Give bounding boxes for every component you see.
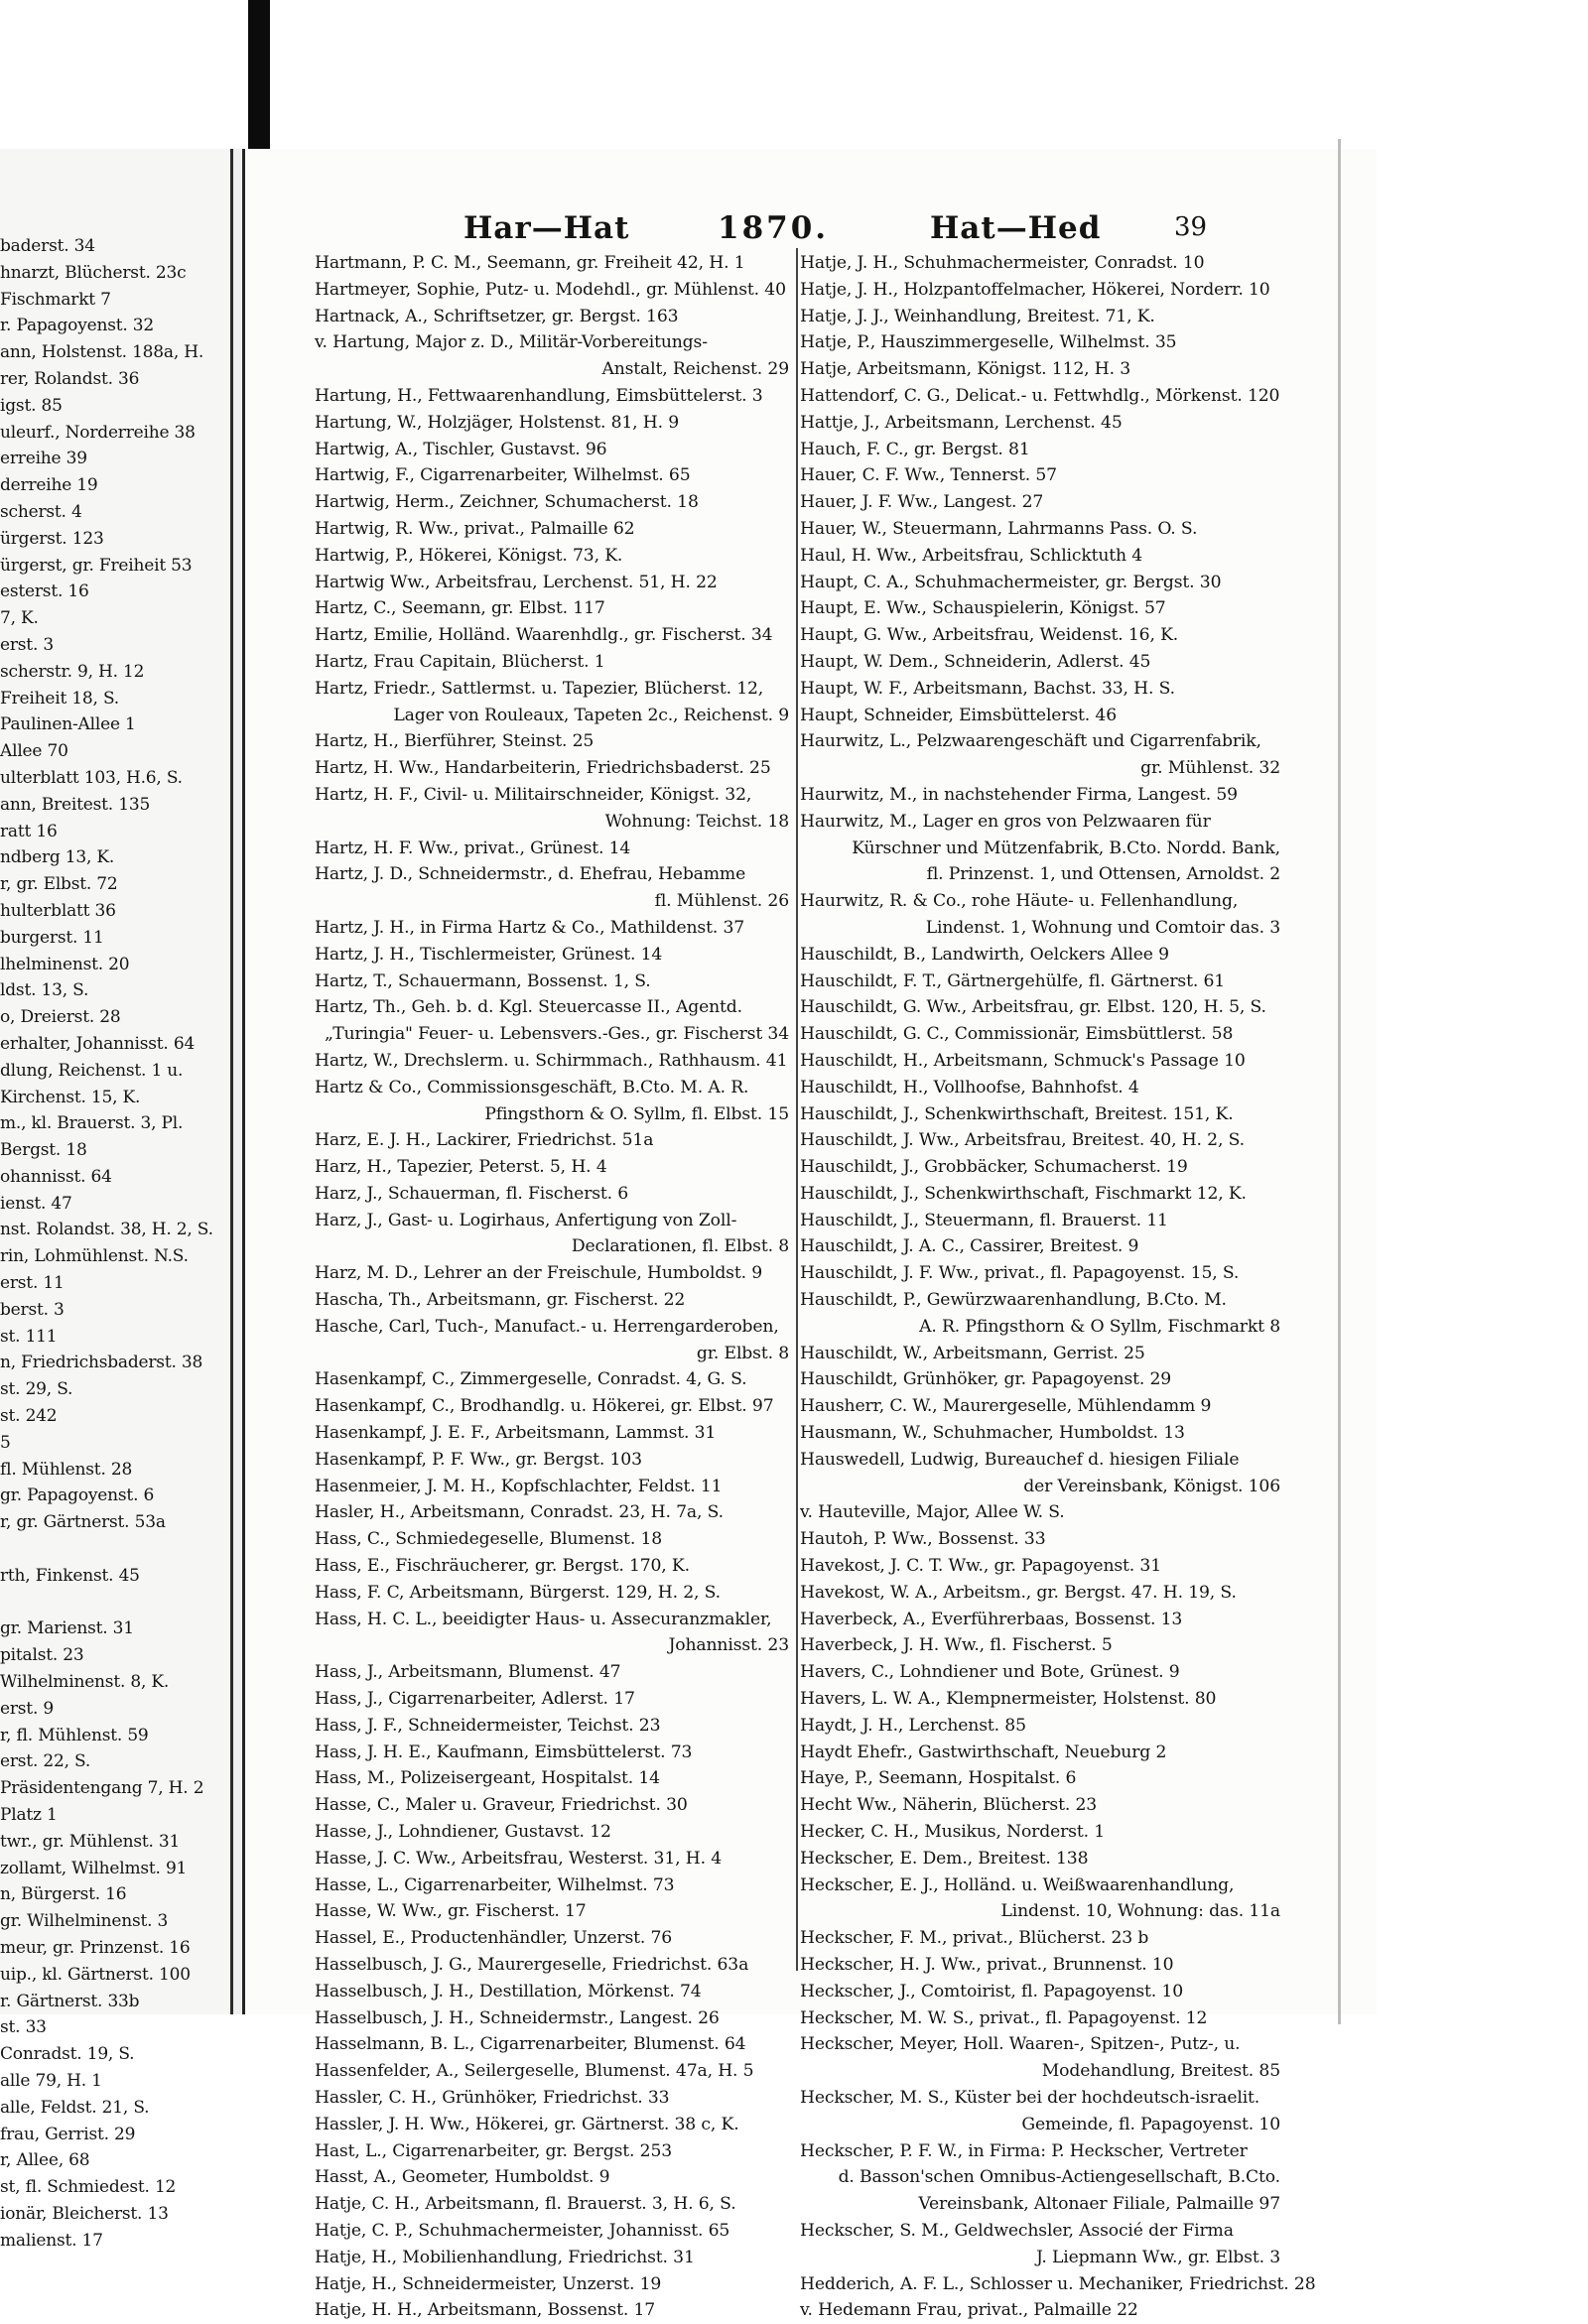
column-2-entry: Haupt, C. A., Schuhmachermeister, gr. Bergst. 30 — [800, 572, 1222, 592]
left-page-line: Bergst. 18 — [0, 1140, 87, 1161]
column-2-entry: der Vereinsbank, Königst. 106 — [1023, 1476, 1280, 1496]
left-page-line: nst. Rolandst. 38, H. 2, S. — [0, 1220, 213, 1240]
column-1-entry: Hasst, A., Geometer, Humboldst. 9 — [315, 2167, 610, 2188]
column-1-entry: Hartmeyer, Sophie, Putz- u. Modehdl., gr. Mühlenst. 40 — [315, 279, 786, 300]
left-page-line: o, Dreierst. 28 — [0, 1007, 121, 1028]
column-1-entry: Hartz, H. Ww., Handarbeiterin, Friedrichsbaderst. 25 — [315, 758, 771, 779]
left-page-line: gr. Marienst. 31 — [0, 1618, 134, 1639]
left-page-line: erst. 3 — [0, 634, 54, 655]
page-header — [245, 210, 1377, 250]
left-page-line: st. 29, S. — [0, 1379, 73, 1400]
column-2-entry: Haurwitz, M., in nachstehender Firma, Langest. 59 — [800, 784, 1238, 805]
column-1-entry: Hartwig, A., Tischler, Gustavst. 96 — [315, 439, 607, 459]
left-page-line: erst. 9 — [0, 1698, 54, 1719]
left-page-line: erreihe 39 — [0, 449, 87, 469]
column-1-entry: Hasse, J. C. Ww., Arbeitsfrau, Westerst. 31, H. 4 — [315, 1848, 722, 1869]
column-2-entry: Heckscher, E. Dem., Breitest. 138 — [800, 1848, 1089, 1869]
left-page-line — [0, 1536, 230, 1563]
directory-column-1 — [315, 250, 793, 2324]
column-1-entry: Hasenkampf, C., Zimmergeselle, Conradst. 4, G. S. — [315, 1369, 747, 1390]
left-page-line: r. Papagoyenst. 32 — [0, 316, 155, 336]
column-2-entry: Hatje, J. H., Holzpantoffelmacher, Hökerei, Norderr. 10 — [800, 279, 1270, 300]
column-divider — [796, 248, 798, 1971]
column-2-entry: Hecker, C. H., Musikus, Norderst. 1 — [800, 1822, 1106, 1843]
column-2-entry: Hauschildt, J. F. Ww., privat., fl. Papagoyenst. 15, S. — [800, 1263, 1240, 1284]
left-page-line: rer, Rolandst. 36 — [0, 368, 140, 389]
column-1-entry: Hass, C., Schmiedegeselle, Blumenst. 18 — [315, 1529, 663, 1550]
left-page-line: 7, K. — [0, 608, 39, 629]
column-2-entry: Hauer, J. F. Ww., Langest. 27 — [800, 492, 1044, 513]
column-2-entry: Hauschildt, G. Ww., Arbeitsfrau, gr. Elbst. 120, H. 5, S. — [800, 997, 1266, 1018]
left-page-line: ann, Breitest. 135 — [0, 794, 151, 815]
column-1-entry: Hasselbusch, J. H., Schneidermstr., Langest. 26 — [315, 2007, 720, 2028]
column-1-entry: Hass, H. C. L., beeidigter Haus- u. Assecuranzmakler, — [315, 1609, 772, 1629]
column-1-entry: Hatje, H., Schneidermeister, Unzerst. 19 — [315, 2273, 662, 2294]
column-1-entry: Hass, F. C, Arbeitsmann, Bürgerst. 129, H. 2, S. — [315, 1582, 721, 1603]
column-2-entry: Hausmann, W., Schuhmacher, Humboldst. 13 — [800, 1423, 1185, 1444]
left-page-line: lhelminenst. 20 — [0, 954, 130, 974]
column-2-entry: Haurwitz, M., Lager en gros von Pelzwaaren für — [800, 811, 1211, 832]
left-page-line: baderst. 34 — [0, 236, 95, 256]
left-page-line: ulterblatt 103, H.6, S. — [0, 767, 183, 788]
column-2-entry: Hatje, J. J., Weinhandlung, Breitest. 71, K. — [800, 306, 1155, 326]
column-1-entry: Declarationen, fl. Elbst. 8 — [571, 1236, 789, 1257]
column-2-entry: Haurwitz, R. & Co., rohe Häute- u. Fellenhandlung, — [800, 891, 1239, 912]
left-page-line: esterst. 16 — [0, 581, 89, 602]
left-page-line: Präsidentengang 7, H. 2 — [0, 1778, 204, 1799]
left-page-line: zollamt, Wilhelmst. 91 — [0, 1858, 188, 1878]
column-2-entry: Hauer, W., Steuermann, Lahrmanns Pass. O. S. — [800, 518, 1198, 539]
left-page-line: Paulinen-Allee 1 — [0, 714, 136, 735]
column-1-entry: Hatje, C. P., Schuhmachermeister, Johannisst. 65 — [315, 2220, 730, 2241]
left-page-line: rin, Lohmühlenst. N.S. — [0, 1246, 189, 1267]
column-1-entry: Hartz, J. D., Schneidermstr., d. Ehefrau, Hebamme — [315, 864, 746, 885]
right-page — [242, 149, 1377, 2321]
left-page-line: Allee 70 — [0, 741, 68, 762]
left-page-line: m., kl. Brauerst. 3, Pl. — [0, 1113, 184, 1134]
left-page-line: st. 111 — [0, 1326, 58, 1347]
column-2-entry: Haurwitz, L., Pelzwaarengeschäft und Cigarrenfabrik, — [800, 731, 1261, 752]
column-1-entry: Hassler, J. H. Ww., Hökerei, gr. Gärtnerst. 38 c, K. — [315, 2114, 739, 2134]
left-page-line: alle, Feldst. 21, S. — [0, 2097, 150, 2118]
header-year: 1870. — [718, 210, 830, 246]
column-1-entry: Hatje, H., Mobilienhandlung, Friedrichst. 31 — [315, 2247, 695, 2267]
column-2-entry: Haye, P., Seemann, Hospitalst. 6 — [800, 1768, 1077, 1789]
column-2-entry: Lindenst. 10, Wohnung: das. 11a — [1000, 1901, 1280, 1922]
column-2-entry: Gemeinde, fl. Papagoyenst. 10 — [1021, 2114, 1280, 2134]
column-2-entry: Heckscher, P. F. W., in Firma: P. Heckscher, Vertreter — [800, 2140, 1248, 2161]
column-1-entry: Johannisst. 23 — [668, 1635, 789, 1656]
column-2-entry: Heckscher, S. M., Geldwechsler, Associé der Firma — [800, 2220, 1234, 2241]
column-2-entry: J. Liepmann Ww., gr. Elbst. 3 — [1036, 2247, 1280, 2267]
column-1-entry: Hartz, H. F. Ww., privat., Grünest. 14 — [315, 838, 631, 858]
left-page-line: Conradst. 19, S. — [0, 2044, 135, 2065]
left-page-line: n, Friedrichsbaderst. 38 — [0, 1353, 203, 1373]
column-2-entry: Hauch, F. C., gr. Bergst. 81 — [800, 439, 1030, 459]
left-page-line: Kirchenst. 15, K. — [0, 1087, 141, 1107]
column-2-entry: Hauschildt, P., Gewürzwaarenhandlung, B.Cto. M. — [800, 1290, 1227, 1311]
column-1-entry: Wohnung: Teichst. 18 — [604, 811, 789, 832]
left-page-line: igst. 85 — [0, 395, 63, 416]
column-2-entry: gr. Mühlenst. 32 — [1140, 758, 1280, 779]
left-page-line: dlung, Reichenst. 1 u. — [0, 1060, 184, 1081]
left-page-line: n, Bürgerst. 16 — [0, 1884, 127, 1905]
column-2-entry: Hauswedell, Ludwig, Bureauchef d. hiesigen Filiale — [800, 1449, 1240, 1470]
left-page-line: hulterblatt 36 — [0, 900, 116, 921]
left-page-line: Wilhelminenst. 8, K. — [0, 1672, 170, 1693]
column-1-entry: Lager von Rouleaux, Tapeten 2c., Reichenst. 9 — [393, 705, 789, 725]
column-1-entry: Hasse, L., Cigarrenarbeiter, Wilhelmst. 73 — [315, 1874, 675, 1895]
left-page-line: scherstr. 9, H. 12 — [0, 661, 145, 682]
column-1-entry: Hatje, H. H., Arbeitsmann, Bossenst. 17 — [315, 2300, 656, 2321]
left-page-line: ann, Holstenst. 188a, H. — [0, 342, 204, 363]
column-2-entry: Hauer, C. F. Ww., Tennerst. 57 — [800, 465, 1057, 486]
left-page-line: erhalter, Johannisst. 64 — [0, 1033, 196, 1054]
column-2-entry: A. R. Pfingsthorn & O Syllm, Fischmarkt 8 — [919, 1316, 1280, 1337]
column-1-entry: Hartung, W., Holzjäger, Holstenst. 81, H. 9 — [315, 412, 680, 433]
column-1-entry: Harz, E. J. H., Lackirer, Friedrichst. 51a — [315, 1130, 654, 1151]
left-page-line: twr., gr. Mühlenst. 31 — [0, 1831, 181, 1852]
column-1-entry: Hass, M., Polizeisergeant, Hospitalst. 14 — [315, 1768, 660, 1789]
left-page-line: r, gr. Elbst. 72 — [0, 874, 118, 895]
page-edge — [1338, 139, 1341, 2024]
left-page-line: fl. Mühlenst. 28 — [0, 1459, 133, 1480]
column-1-entry: Harz, H., Tapezier, Peterst. 5, H. 4 — [315, 1157, 607, 1178]
column-1-entry: Anstalt, Reichenst. 29 — [601, 359, 789, 380]
header-right-range: Hat—Hed — [930, 210, 1102, 246]
column-1-entry: Hasenmeier, J. M. H., Kopfschlachter, Feldst. 11 — [315, 1476, 723, 1496]
column-2-entry: Hauschildt, J., Schenkwirthschaft, Breitest. 151, K. — [800, 1103, 1234, 1124]
column-2-entry: Havekost, J. C. T. Ww., gr. Papagoyenst. 31 — [800, 1556, 1161, 1577]
column-1-entry: Hartwig Ww., Arbeitsfrau, Lerchenst. 51, H. 22 — [315, 572, 718, 592]
left-page-line: ratt 16 — [0, 821, 58, 841]
left-page-line: ienst. 47 — [0, 1193, 72, 1214]
column-2-entry: Heckscher, F. M., privat., Blücherst. 23 b — [800, 1928, 1149, 1949]
left-page-line: r. Gärtnerst. 33b — [0, 1991, 140, 2011]
left-page-line: frau, Gerrist. 29 — [0, 2124, 136, 2144]
column-2-entry: Heckscher, E. J., Holländ. u. Weißwaarenhandlung, — [800, 1874, 1235, 1895]
column-2-entry: Hauschildt, F. T., Gärtnergehülfe, fl. Gärtnerst. 61 — [800, 970, 1226, 991]
column-1-entry: Hasselbusch, J. G., Maurergeselle, Friedrichst. 63a — [315, 1955, 749, 1975]
column-2-entry: Hauschildt, H., Vollhoofse, Bahnhofst. 4 — [800, 1077, 1139, 1097]
column-2-entry: Heckscher, H. J. Ww., privat., Brunnenst. 10 — [800, 1955, 1174, 1975]
column-2-entry: Haydt Ehefr., Gastwirthschaft, Neueburg 2 — [800, 1742, 1167, 1762]
left-page-lines — [0, 233, 230, 2255]
column-2-entry: Haydt, J. H., Lerchenst. 85 — [800, 1715, 1026, 1736]
column-2-entry: Hautoh, P. Ww., Bossenst. 33 — [800, 1529, 1046, 1550]
left-page-line: scherst. 4 — [0, 501, 82, 522]
column-2-entry: Hauschildt, B., Landwirth, Oelckers Allee 9 — [800, 944, 1169, 965]
column-1-entry: Hartwig, P., Hökerei, Königst. 73, K. — [315, 545, 623, 566]
column-2-entry: Hatje, J. H., Schuhmachermeister, Conradst. 10 — [800, 253, 1205, 273]
column-1-entry: Hassel, E., Productenhändler, Unzerst. 76 — [315, 1928, 673, 1949]
column-2-entry: Hatje, P., Hauszimmergeselle, Wilhelmst. 35 — [800, 332, 1177, 353]
left-page-line: ürgerst. 123 — [0, 528, 104, 549]
column-1-entry: fl. Mühlenst. 26 — [654, 891, 789, 912]
directory-column-2 — [800, 250, 1316, 2324]
left-page-line: ionär, Bleicherst. 13 — [0, 2203, 169, 2224]
left-page-line: ürgerst, gr. Freiheit 53 — [0, 555, 193, 576]
left-page-line: ohannisst. 64 — [0, 1166, 112, 1187]
left-page-line: Freiheit 18, S. — [0, 688, 119, 709]
left-page-line: 5 — [0, 1432, 11, 1453]
column-1-entry: Hartung, H., Fettwaarenhandlung, Eimsbüttelerst. 3 — [315, 385, 763, 406]
column-2-entry: Havekost, W. A., Arbeitsm., gr. Bergst. 47. H. 19, S. — [800, 1582, 1237, 1603]
column-1-entry: Hascha, Th., Arbeitsmann, gr. Fischerst. 22 — [315, 1290, 686, 1311]
column-2-entry: Havers, L. W. A., Klempnermeister, Holstenst. 80 — [800, 1689, 1217, 1710]
column-1-entry: Hass, E., Fischräucherer, gr. Bergst. 170, K. — [315, 1556, 690, 1577]
column-1-entry: Hasselbusch, J. H., Destillation, Mörkenst. 74 — [315, 1981, 702, 2001]
column-2-entry: Haverbeck, A., Everführerbaas, Bossenst. 13 — [800, 1609, 1183, 1629]
column-1-entry: Hartmann, P. C. M., Seemann, gr. Freiheit 42, H. 1 — [315, 253, 745, 273]
column-2-entry: Hattje, J., Arbeitsmann, Lerchenst. 45 — [800, 412, 1123, 433]
left-page-line: hnarzt, Blücherst. 23c — [0, 262, 187, 283]
left-page-line: st. 33 — [0, 2017, 47, 2038]
left-page-line: st, fl. Schmiedest. 12 — [0, 2177, 177, 2198]
column-2-entry: Hedderich, A. F. L., Schlosser u. Mechaniker, Friedrichst. 28 — [800, 2273, 1316, 2294]
column-2-entry: Haupt, W. F., Arbeitsmann, Bachst. 33, H. S. — [800, 678, 1175, 699]
column-1-entry: Hartz & Co., Commissionsgeschäft, B.Cto. M. A. R. — [315, 1077, 749, 1097]
left-page-line: r, fl. Mühlenst. 59 — [0, 1725, 149, 1745]
column-2-entry: Hauschildt, J., Grobbäcker, Schumacherst. 19 — [800, 1157, 1188, 1178]
left-page-line: malienst. 17 — [0, 2230, 103, 2251]
column-2-entry: Hauschildt, W., Arbeitsmann, Gerrist. 25 — [800, 1343, 1145, 1363]
column-2-entry: Heckscher, J., Comtoirist, fl. Papagoyenst. 10 — [800, 1981, 1184, 2001]
left-page-line: gr. Papagoyenst. 6 — [0, 1485, 155, 1506]
left-page-line: berst. 3 — [0, 1299, 65, 1320]
left-page-line: gr. Wilhelminenst. 3 — [0, 1911, 169, 1932]
column-2-entry: v. Hauteville, Major, Allee W. S. — [800, 1502, 1065, 1523]
column-1-entry: v. Hartung, Major z. D., Militär-Vorbereitungs- — [315, 332, 708, 353]
column-1-entry: Pfingsthorn & O. Syllm, fl. Elbst. 15 — [484, 1103, 789, 1124]
column-1-entry: Hartz, H. F., Civil- u. Militairschneider, Königst. 32, — [315, 784, 752, 805]
column-1-entry: Hast, L., Cigarrenarbeiter, gr. Bergst. 253 — [315, 2140, 673, 2161]
column-1-entry: Hasche, Carl, Tuch-, Manufact.- u. Herrengarderoben, — [315, 1316, 779, 1337]
column-2-entry: Modehandlung, Breitest. 85 — [1041, 2061, 1280, 2082]
left-page-line: r, Allee, 68 — [0, 2150, 90, 2171]
left-page-line: erst. 22, S. — [0, 1751, 91, 1772]
column-1-entry: Hartz, J. H., in Firma Hartz & Co., Mathildenst. 37 — [315, 917, 745, 938]
column-1-entry: Hartz, Frau Capitain, Blücherst. 1 — [315, 651, 605, 672]
column-2-entry: Haverbeck, J. H. Ww., fl. Fischerst. 5 — [800, 1635, 1113, 1656]
column-1-entry: Harz, J., Gast- u. Logirhaus, Anfertigung von Zoll- — [315, 1210, 737, 1230]
column-1-entry: Hartz, Friedr., Sattlermst. u. Tapezier, Blücherst. 12, — [315, 678, 764, 699]
column-1-entry: Hassler, C. H., Grünhöker, Friedrichst. 33 — [315, 2087, 670, 2108]
column-1-entry: Hartwig, F., Cigarrenarbeiter, Wilhelmst. 65 — [315, 465, 691, 486]
column-1-entry: Hasenkampf, P. F. Ww., gr. Bergst. 103 — [315, 1449, 642, 1470]
column-1-entry: Hartz, T., Schauermann, Bossenst. 1, S. — [315, 970, 651, 991]
column-1-entry: Hartwig, Herm., Zeichner, Schumacherst. 18 — [315, 492, 699, 513]
column-2-entry: d. Basson'schen Omnibus-Actiengesellschaft, B.Cto. — [838, 2167, 1280, 2188]
column-2-entry: fl. Prinzenst. 1, und Ottensen, Arnoldst. 2 — [926, 864, 1280, 885]
column-1-entry: Hartz, J. H., Tischlermeister, Grünest. 14 — [315, 944, 663, 965]
column-1-entry: Hartz, Th., Geh. b. d. Kgl. Steuercasse II., Agentd. — [315, 997, 742, 1018]
left-page-line: pitalst. 23 — [0, 1645, 84, 1666]
left-page-line: ndberg 13, K. — [0, 847, 115, 868]
left-page-line: st. 242 — [0, 1406, 58, 1427]
left-page-line: meur, gr. Prinzenst. 16 — [0, 1938, 191, 1958]
column-1-entry: Hartnack, A., Schriftsetzer, gr. Bergst. 163 — [315, 306, 679, 326]
column-1-entry: gr. Elbst. 8 — [696, 1343, 789, 1363]
column-2-entry: Haupt, G. Ww., Arbeitsfrau, Weidenst. 16, K. — [800, 625, 1179, 646]
column-1-entry: Hass, J., Arbeitsmann, Blumenst. 47 — [315, 1662, 621, 1683]
column-2-entry: Kürschner und Mützenfabrik, B.Cto. Nordd. Bank, — [852, 838, 1280, 858]
column-1-entry: Hartz, H., Bierführer, Steinst. 25 — [315, 731, 595, 752]
column-1-entry: Hass, J. F., Schneidermeister, Teichst. 23 — [315, 1715, 661, 1736]
left-page-line — [0, 1590, 230, 1616]
column-2-entry: Haupt, E. Ww., Schauspielerin, Königst. 57 — [800, 598, 1166, 619]
page-number: 39 — [1174, 212, 1208, 242]
column-1-entry: Hasse, W. Ww., gr. Fischerst. 17 — [315, 1901, 587, 1922]
column-1-entry: Hartz, Emilie, Holländ. Waarenhdlg., gr. Fischerst. 34 — [315, 625, 773, 646]
left-page-line: r, gr. Gärtnerst. 53a — [0, 1512, 166, 1533]
column-2-entry: Heckscher, M. S., Küster bei der hochdeutsch-israelit. — [800, 2087, 1260, 2108]
column-1-entry: Hartz, C., Seemann, gr. Elbst. 117 — [315, 598, 605, 619]
left-page-line: uip., kl. Gärtnerst. 100 — [0, 1964, 191, 1985]
column-2-entry: Heckscher, M. W. S., privat., fl. Papagoyenst. 12 — [800, 2007, 1208, 2028]
column-1-entry: Hatje, C. H., Arbeitsmann, fl. Brauerst. 3, H. 6, S. — [315, 2194, 736, 2215]
column-2-entry: Hauschildt, J. A. C., Cassirer, Breitest. 9 — [800, 1236, 1139, 1257]
left-page-line: burgerst. 11 — [0, 927, 104, 948]
column-1-entry: Hartz, W., Drechslerm. u. Schirmmach., Rathhausm. 41 — [315, 1050, 788, 1071]
left-page-line: ldst. 13, S. — [0, 980, 89, 1001]
column-2-entry: Hauschildt, J., Schenkwirthschaft, Fischmarkt 12, K. — [800, 1183, 1247, 1204]
column-1-entry: „Turingia" Feuer- u. Lebensvers.-Ges., gr. Fischerst 34 — [325, 1024, 789, 1045]
column-2-entry: Hauschildt, H., Arbeitsmann, Schmuck's Passage 10 — [800, 1050, 1246, 1071]
left-page-line: alle 79, H. 1 — [0, 2070, 102, 2091]
left-page-line: derreihe 19 — [0, 475, 98, 496]
left-page-fragment — [0, 149, 233, 2251]
column-2-entry: Haupt, W. Dem., Schneiderin, Adlerst. 45 — [800, 651, 1151, 672]
column-1-entry: Hass, J. H. E., Kaufmann, Eimsbüttelerst. 73 — [315, 1742, 693, 1762]
column-2-entry: Vereinsbank, Altonaer Filiale, Palmaille 97 — [918, 2194, 1280, 2215]
column-1-entry: Hasse, C., Maler u. Graveur, Friedrichst. 30 — [315, 1795, 688, 1816]
column-1-entry: Hass, J., Cigarrenarbeiter, Adlerst. 17 — [315, 1689, 635, 1710]
column-2-entry: Haul, H. Ww., Arbeitsfrau, Schlicktuth 4 — [800, 545, 1143, 566]
column-2-entry: Hattendorf, C. G., Delicat.- u. Fettwhdlg., Mörkenst. 120 — [800, 385, 1280, 406]
left-page-line: uleurf., Norderreihe 38 — [0, 422, 196, 443]
column-2-entry: v. Hedemann Frau, privat., Palmaille 22 — [800, 2300, 1138, 2321]
column-2-entry: Hauschildt, J., Steuermann, fl. Brauerst. 11 — [800, 1210, 1168, 1230]
column-2-entry: Heckscher, Meyer, Holl. Waaren-, Spitzen-, Putz-, u. — [800, 2034, 1241, 2055]
column-2-entry: Hauschildt, Grünhöker, gr. Papagoyenst. 29 — [800, 1369, 1172, 1390]
column-1-entry: Harz, J., Schauerman, fl. Fischerst. 6 — [315, 1183, 629, 1204]
column-2-entry: Hauschildt, J. Ww., Arbeitsfrau, Breitest. 40, H. 2, S. — [800, 1130, 1245, 1151]
column-2-entry: Lindenst. 1, Wohnung und Comtoir das. 3 — [925, 917, 1280, 938]
column-2-entry: Hausherr, C. W., Maurergeselle, Mühlendamm 9 — [800, 1396, 1212, 1417]
column-1-entry: Hasse, J., Lohndiener, Gustavst. 12 — [315, 1822, 611, 1843]
column-1-entry: Harz, M. D., Lehrer an der Freischule, Humboldst. 9 — [315, 1263, 763, 1284]
left-page-line: rth, Finkenst. 45 — [0, 1565, 140, 1586]
column-2-entry: Hecht Ww., Näherin, Blücherst. 23 — [800, 1795, 1098, 1816]
column-1-entry: Hasler, H., Arbeitsmann, Conradst. 23, H. 7a, S. — [315, 1502, 724, 1523]
column-1-entry: Hassenfelder, A., Seilergeselle, Blumenst. 47a, H. 5 — [315, 2061, 754, 2082]
column-1-entry: Hasselmann, B. L., Cigarrenarbeiter, Blumenst. 64 — [315, 2034, 746, 2055]
left-page-line: erst. 11 — [0, 1273, 65, 1294]
header-left-range: Har—Hat — [463, 210, 630, 246]
column-1-entry: Hartwig, R. Ww., privat., Palmaille 62 — [315, 518, 635, 539]
column-2-entry: Haupt, Schneider, Eimsbüttelerst. 46 — [800, 705, 1118, 725]
column-1-entry: Hasenkampf, J. E. F., Arbeitsmann, Lammst. 31 — [315, 1423, 717, 1444]
column-2-entry: Hatje, Arbeitsmann, Königst. 112, H. 3 — [800, 359, 1131, 380]
column-1-entry: Hasenkampf, C., Brodhandlg. u. Hökerei, gr. Elbst. 97 — [315, 1396, 774, 1417]
left-page-line: Platz 1 — [0, 1805, 58, 1826]
left-page-line: Fischmarkt 7 — [0, 289, 111, 310]
column-2-entry: Hauschildt, G. C., Commissionär, Eimsbüttlerst. 58 — [800, 1024, 1234, 1045]
column-2-entry: Havers, C., Lohndiener und Bote, Grünest. 9 — [800, 1662, 1180, 1683]
